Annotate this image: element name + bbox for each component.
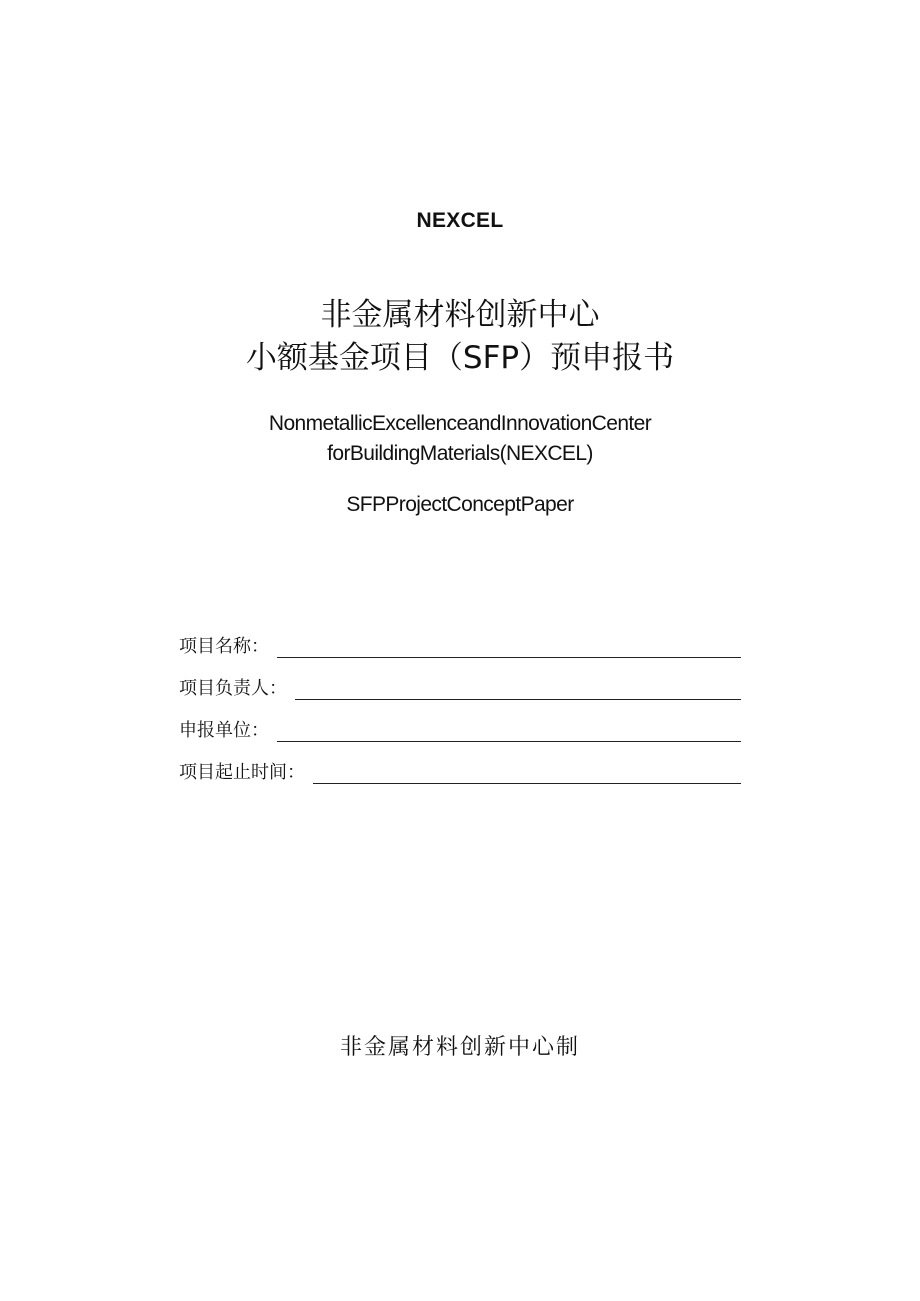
form-field-applicant-unit [179,715,741,745]
project-period-blank[interactable] [313,763,741,784]
form-field-project-leader [179,673,741,703]
footer-issuer: 非金属材料创新中心制 [339,1035,580,1060]
title-en-line1: NonmetallicExcellenceandInnovationCenter [268,412,652,435]
project-name-label: 项目名称： [179,636,269,657]
brand-title: NEXCEL [416,209,504,232]
project-period-label: 项目起止时间： [179,762,305,783]
applicant-unit-label: 申报单位： [179,720,269,741]
project-leader-label: 项目负责人： [179,678,287,699]
applicant-unit-blank[interactable] [277,721,741,742]
form-field-project-period [179,757,741,787]
title-cn-line1: 非金属材料创新中心 [320,297,600,333]
project-leader-blank[interactable] [295,679,741,700]
title-en-line2: forBuildingMaterials(NEXCEL) [327,442,593,465]
form-field-project-name [179,631,741,661]
title-cn-line2: 小额基金项目（SFP）预申报书 [245,340,675,376]
title-en-line3: SFPProjectConceptPaper [346,493,574,516]
project-name-blank[interactable] [277,637,741,658]
